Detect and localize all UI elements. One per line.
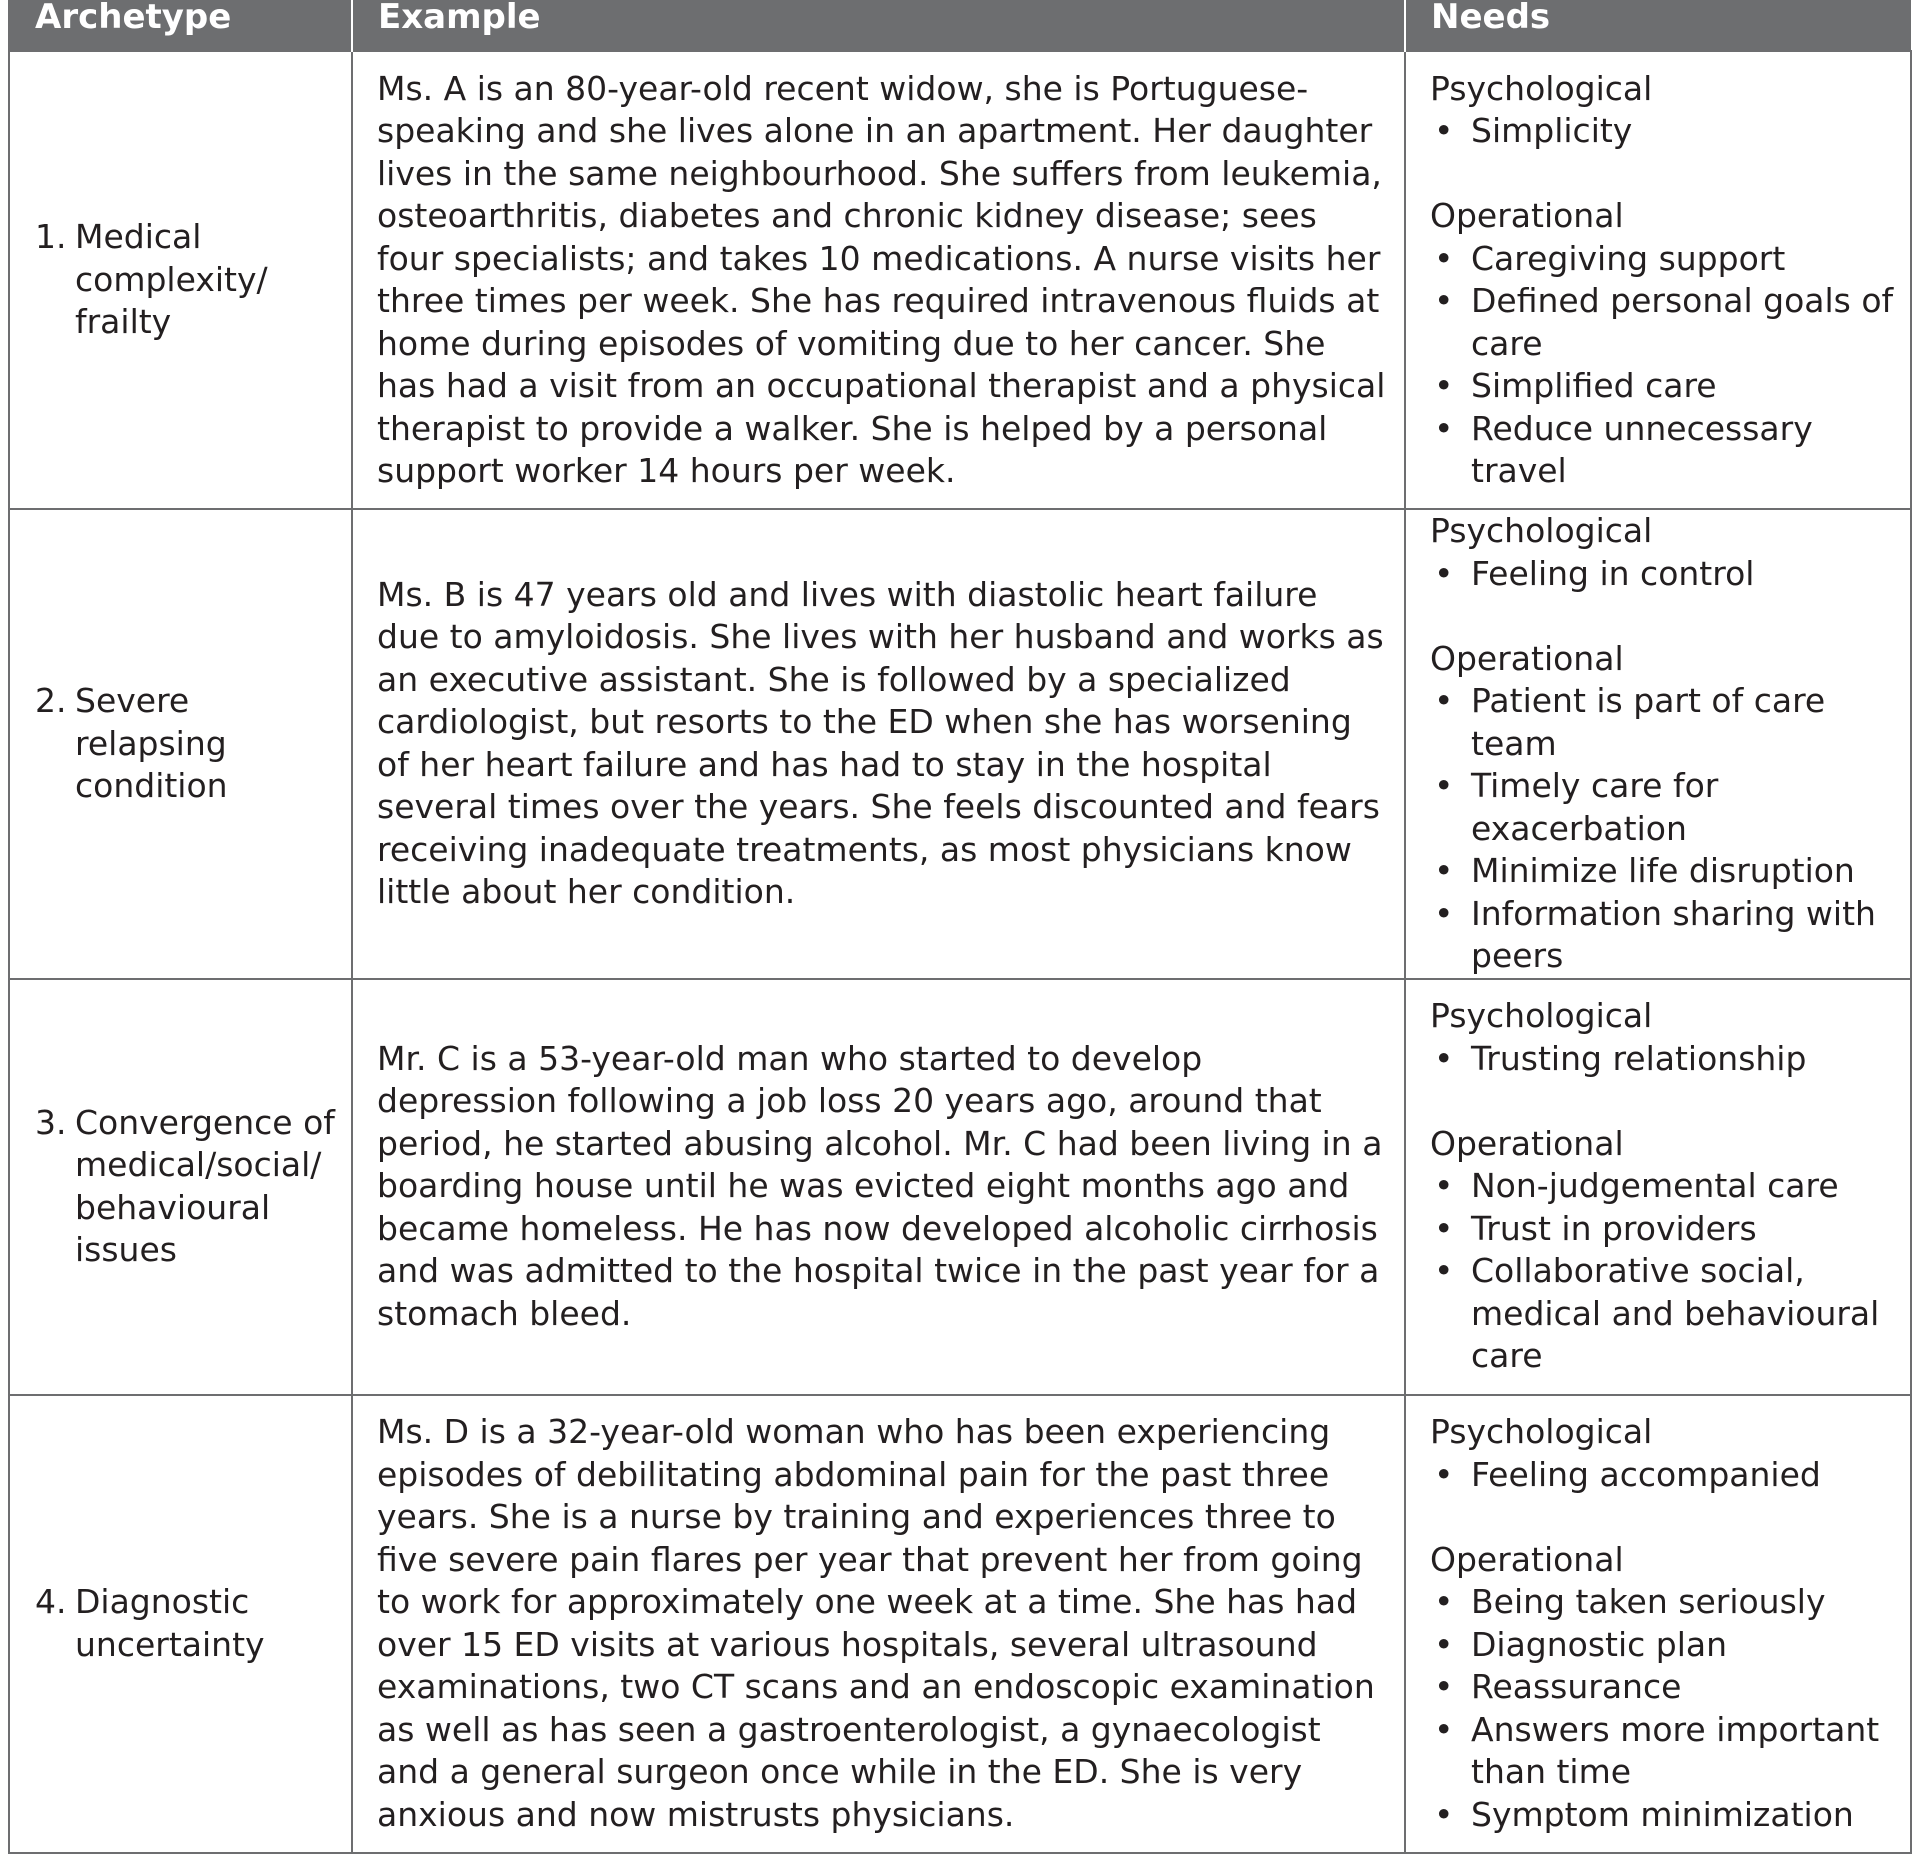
bullet-icon: • — [1434, 408, 1454, 448]
need-text: Symptom minimization — [1471, 1794, 1854, 1834]
list-item — [1430, 1165, 1904, 1208]
need-text: Reduce unnecessary travel — [1471, 408, 1813, 490]
operational-list — [1430, 680, 1904, 978]
bullet-icon: • — [1434, 1624, 1454, 1664]
need-text: Simplicity — [1471, 111, 1633, 150]
need-text: Feeling accompanied — [1471, 1454, 1821, 1494]
psychological-list — [1430, 1454, 1904, 1497]
archetype-number: 1. — [35, 217, 67, 257]
archetype-cell — [9, 509, 352, 979]
psychological-list — [1430, 553, 1904, 596]
need-text: Non-judgemental care — [1471, 1166, 1839, 1206]
archetype-number: 4. — [35, 1582, 67, 1621]
example-cell — [352, 51, 1405, 509]
need-text: Reassurance — [1471, 1667, 1682, 1706]
list-item — [1430, 850, 1904, 893]
list-item — [1430, 1208, 1904, 1251]
bullet-icon: • — [1434, 366, 1454, 405]
bullet-icon: • — [1434, 553, 1454, 593]
list-item — [1430, 1624, 1904, 1667]
list-item — [1430, 1038, 1904, 1081]
table-row — [9, 509, 1911, 979]
bullet-icon: • — [1434, 238, 1454, 278]
bullet-icon: • — [1434, 1794, 1454, 1834]
need-text: Feeling in control — [1471, 553, 1755, 593]
archetype-name — [35, 680, 343, 808]
table-row — [9, 979, 1911, 1395]
list-item — [1430, 110, 1904, 153]
archetype-number: 3. — [35, 1102, 67, 1142]
archetype-name — [35, 1581, 343, 1666]
list-item — [1430, 1581, 1904, 1624]
list-item — [1430, 765, 1904, 850]
need-text: Answers more important than time — [1471, 1709, 1880, 1791]
column-header-needs: Needs — [1405, 0, 1911, 51]
operational-needs — [1430, 1539, 1904, 1837]
psychological-needs — [1430, 995, 1904, 1080]
operational-heading: Operational — [1430, 638, 1624, 678]
need-text: Being taken seriously — [1471, 1582, 1826, 1621]
archetype-number: 2. — [35, 681, 67, 720]
needs-cell — [1405, 509, 1911, 979]
bullet-icon: • — [1434, 1208, 1454, 1248]
operational-heading: Operational — [1430, 196, 1624, 235]
need-text: Simplified care — [1471, 366, 1717, 405]
column-header-archetype: Archetype — [9, 0, 352, 51]
archetype-label: Severe relapsing condition — [75, 681, 228, 805]
list-item — [1430, 1666, 1904, 1709]
archetype-name — [35, 216, 343, 344]
example-cell — [352, 509, 1405, 979]
archetype-label: Convergence of medical/social/ behavioural issues — [75, 1102, 335, 1269]
psychological-heading: Psychological — [1430, 1412, 1653, 1451]
operational-heading: Operational — [1430, 1123, 1624, 1163]
need-text: Trust in providers — [1471, 1208, 1757, 1248]
need-text: Caregiving support — [1471, 238, 1786, 278]
example-text: Ms. A is an 80-year-old recent widow, she is Portuguese-speaking and she lives alone in an apartment. Her daughter lives in the same neighbourhood. She suffers from leukemia, osteoarthritis, diabetes and chronic kidney disease; sees four specialists; and takes 10 medications. A nurse visits her three times per week. She has required intravenous fluids at home during episodes of vomiting due to her cancer. She has had a visit from an occupational therapist and a physical therapist to provide a walker. She is helped by a personal support worker 14 hours per week. — [377, 68, 1386, 490]
need-text: Timely care for exacerbation — [1471, 766, 1719, 848]
needs-cell — [1405, 979, 1911, 1395]
list-item — [1430, 553, 1904, 596]
need-text: Information sharing with peers — [1471, 893, 1876, 975]
needs-cell — [1405, 51, 1911, 509]
needs-cell — [1405, 1395, 1911, 1853]
list-item — [1430, 680, 1904, 765]
bullet-icon: • — [1434, 1038, 1454, 1078]
bullet-icon: • — [1434, 1251, 1454, 1291]
list-item — [1430, 238, 1904, 281]
list-item — [1430, 1794, 1904, 1837]
archetype-cell — [9, 51, 352, 509]
psychological-needs — [1430, 68, 1904, 153]
need-text: Defined personal goals of care — [1471, 281, 1894, 363]
need-text: Trusting relationship — [1471, 1038, 1807, 1078]
psychological-heading: Psychological — [1430, 68, 1653, 108]
archetype-cell — [9, 1395, 352, 1853]
bullet-icon: • — [1434, 893, 1454, 933]
psychological-needs — [1430, 510, 1904, 595]
bullet-icon: • — [1434, 281, 1454, 320]
example-cell — [352, 1395, 1405, 1853]
operational-needs — [1430, 195, 1904, 493]
column-header-example: Example — [352, 0, 1405, 51]
archetype-name — [35, 1102, 343, 1272]
operational-needs — [1430, 1123, 1904, 1378]
need-text: Minimize life disruption — [1471, 851, 1855, 890]
table-row — [9, 51, 1911, 509]
example-text: Ms. B is 47 years old and lives with diastolic heart failure due to amyloidosis. She lives with her husband and works as an executive assistant. She is followed by a specialized cardiologist, but resorts to the ED when she has worsening of her heart failure and has had to stay in the hospital several times over the years. She feels discounted and fears receiving inadequate treatments, as most physicians know little about her condition. — [377, 574, 1384, 912]
need-text: Collaborative social, medical and behavioural care — [1471, 1251, 1880, 1376]
operational-needs — [1430, 638, 1904, 978]
list-item — [1430, 1709, 1904, 1794]
operational-heading: Operational — [1430, 1539, 1624, 1579]
header-row — [9, 0, 1911, 51]
bullet-icon: • — [1434, 681, 1454, 720]
list-item — [1430, 1454, 1904, 1497]
archetype-label: Medical complexity/ frailty — [75, 217, 268, 342]
psychological-list — [1430, 110, 1904, 153]
table-body — [9, 51, 1911, 1853]
list-item — [1430, 365, 1904, 408]
archetype-label: Diagnostic uncertainty — [75, 1582, 265, 1664]
bullet-icon: • — [1434, 111, 1454, 150]
operational-list — [1430, 238, 1904, 493]
table-row — [9, 1395, 1911, 1853]
psychological-list — [1430, 1038, 1904, 1081]
list-item — [1430, 893, 1904, 978]
list-item — [1430, 1250, 1904, 1378]
need-text: Patient is part of care team — [1471, 681, 1826, 763]
psychological-heading: Psychological — [1430, 996, 1653, 1036]
bullet-icon: • — [1434, 1709, 1454, 1749]
example-text: Ms. D is a 32-year-old woman who has been experiencing episodes of debilitating abdominal pain for the past three years. She is a nurse by training and experiences three to five severe pain flares per year that prevent her from going to work for approximately one week at a time. She has had over 15 ED visits at various hospitals, several ultrasound examinations, two CT scans and an endoscopic examination as well as has seen a gastroenterologist, a gynaecologist and a general surgeon once while in the ED. She is very anxious and now mistrusts physicians. — [377, 1412, 1375, 1834]
bullet-icon: • — [1434, 1166, 1454, 1206]
archetype-cell — [9, 979, 352, 1395]
bullet-icon: • — [1434, 851, 1454, 890]
example-text: Mr. C is a 53-year-old man who started to develop depression following a job loss 20 years ago, around that period, he started abusing alcohol. Mr. C had been living in a boarding house until he was evicted eight months ago and became homeless. He has now developed alcoholic cirrhosis and was admitted to the hospital twice in the past year for a stomach bleed. — [377, 1038, 1383, 1333]
archetype-table — [8, 0, 1912, 1854]
list-item — [1430, 408, 1904, 493]
operational-list — [1430, 1165, 1904, 1378]
need-text: Diagnostic plan — [1471, 1624, 1728, 1664]
example-cell — [352, 979, 1405, 1395]
bullet-icon: • — [1434, 1582, 1454, 1621]
operational-list — [1430, 1581, 1904, 1836]
bullet-icon: • — [1434, 1667, 1454, 1706]
bullet-icon: • — [1434, 766, 1454, 805]
psychological-heading: Psychological — [1430, 511, 1653, 550]
table-header — [9, 0, 1911, 51]
list-item — [1430, 280, 1904, 365]
bullet-icon: • — [1434, 1454, 1454, 1494]
psychological-needs — [1430, 1411, 1904, 1496]
